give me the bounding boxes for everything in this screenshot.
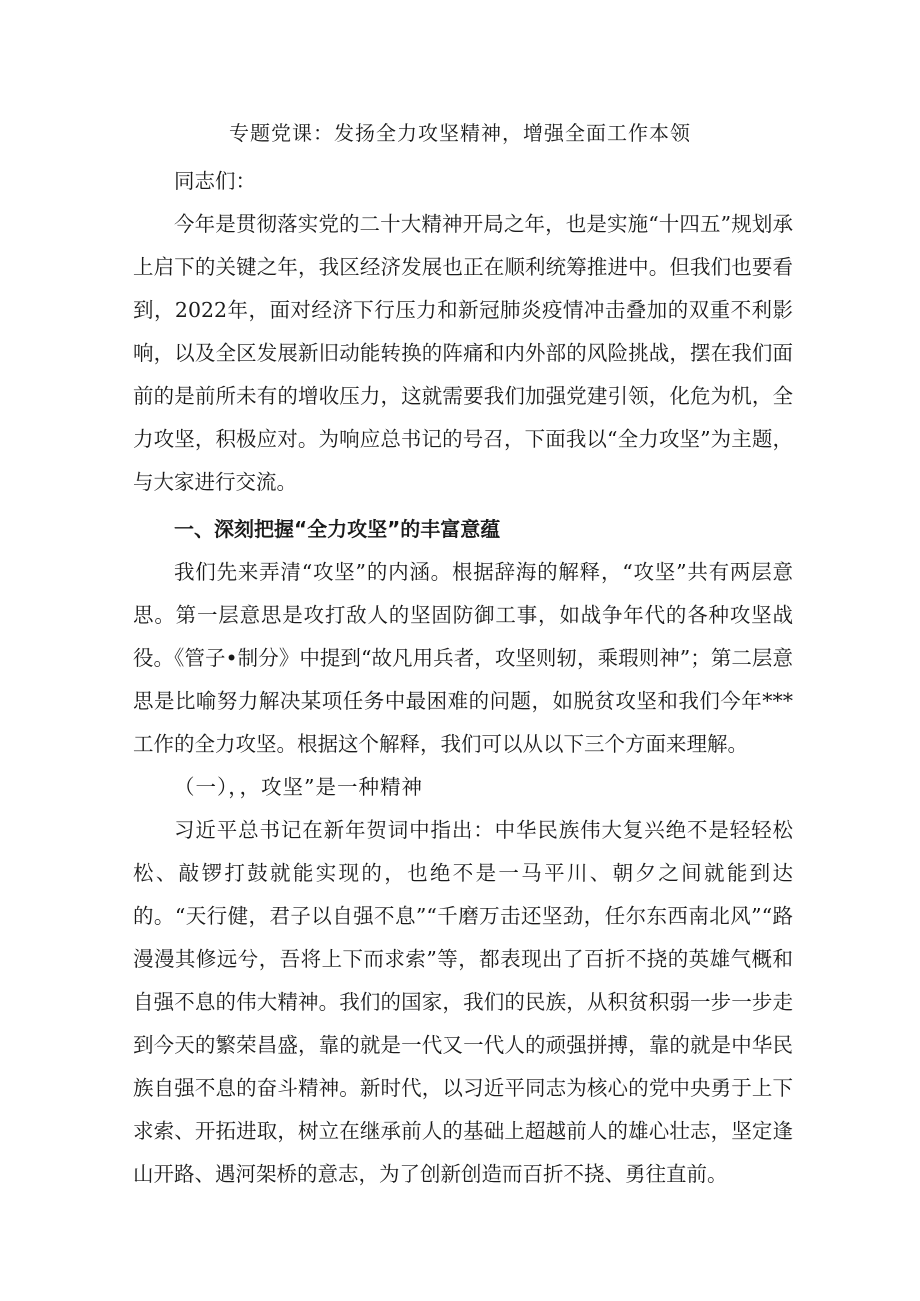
paragraph-intro: 今年是贯彻落实党的二十大精神开局之年，也是实施“十四五”规划承上启下的关键之年，我区经济发展也正在顺利统筹推进中。但我们也要看到，2022年，面对经济下行压力和新冠肺炎疫情冲击叠加的双重不利影响，以及全区发展新旧动能转换的阵痛和内外部的风险挑战，摆在我们面前的是前所未有的增收压力，这就需要我们加强党建引领，化危为机，全力攻坚，积极应对。为响应总书记的号召，下面我以“全力攻坚”为主题，与大家进行交流。	[133, 212, 793, 494]
paragraph-subsection-body: 习近平总书记在新年贺词中指出：中华民族伟大复兴绝不是轻轻松松、敲锣打鼓就能实现的，也绝不是一马平川、朝夕之间就能到达的。“天行健，君子以自强不息”“千磨万击还坚劲，任尔东西南北风”“路漫漫其修远兮，吾将上下而求索”等，都表现出了百折不挠的英雄气概和自强不息的伟大精神。我们的国家，我们的民族，从积贫积弱一步一步走到今天的繁荣昌盛，靠的就是一代又一代人的顽强拼搏，靠的就是中华民族自强不息的奋斗精神。新时代，以习近平同志为核心的党中央勇于上下求索、开拓进取，树立在继承前人的基础上超越前人的雄心壮志，坚定逢山开路、遇河架桥的意志，为了创新创造而百折不挠、勇往直前。	[133, 818, 793, 1186]
subsection-heading: （一），，攻坚”是一种精神	[174, 775, 423, 799]
document-body	[133, 160, 793, 1196]
salutation: 同志们：	[174, 169, 256, 193]
document-title: 专题党课：发扬全力攻坚精神，增强全面工作本领	[229, 121, 691, 145]
section-heading: 一、深刻把握“全力攻坚”的丰富意蕴	[174, 517, 501, 541]
paragraph-section-intro: 我们先来弄清“攻坚”的内涵。根据辞海的解释，“攻坚”共有两层意思。第一层意思是攻打敌人的坚固防御工事，如战争年代的各种攻坚战役。《管子•制分》中提到“故凡用兵者，攻坚则轫，乘瑕则神”；第二层意思是比喻努力解决某项任务中最困难的问题，如脱贫攻坚和我们今年***工作的全力攻坚。根据这个解释，我们可以从以下三个方面来理解。	[133, 560, 793, 756]
